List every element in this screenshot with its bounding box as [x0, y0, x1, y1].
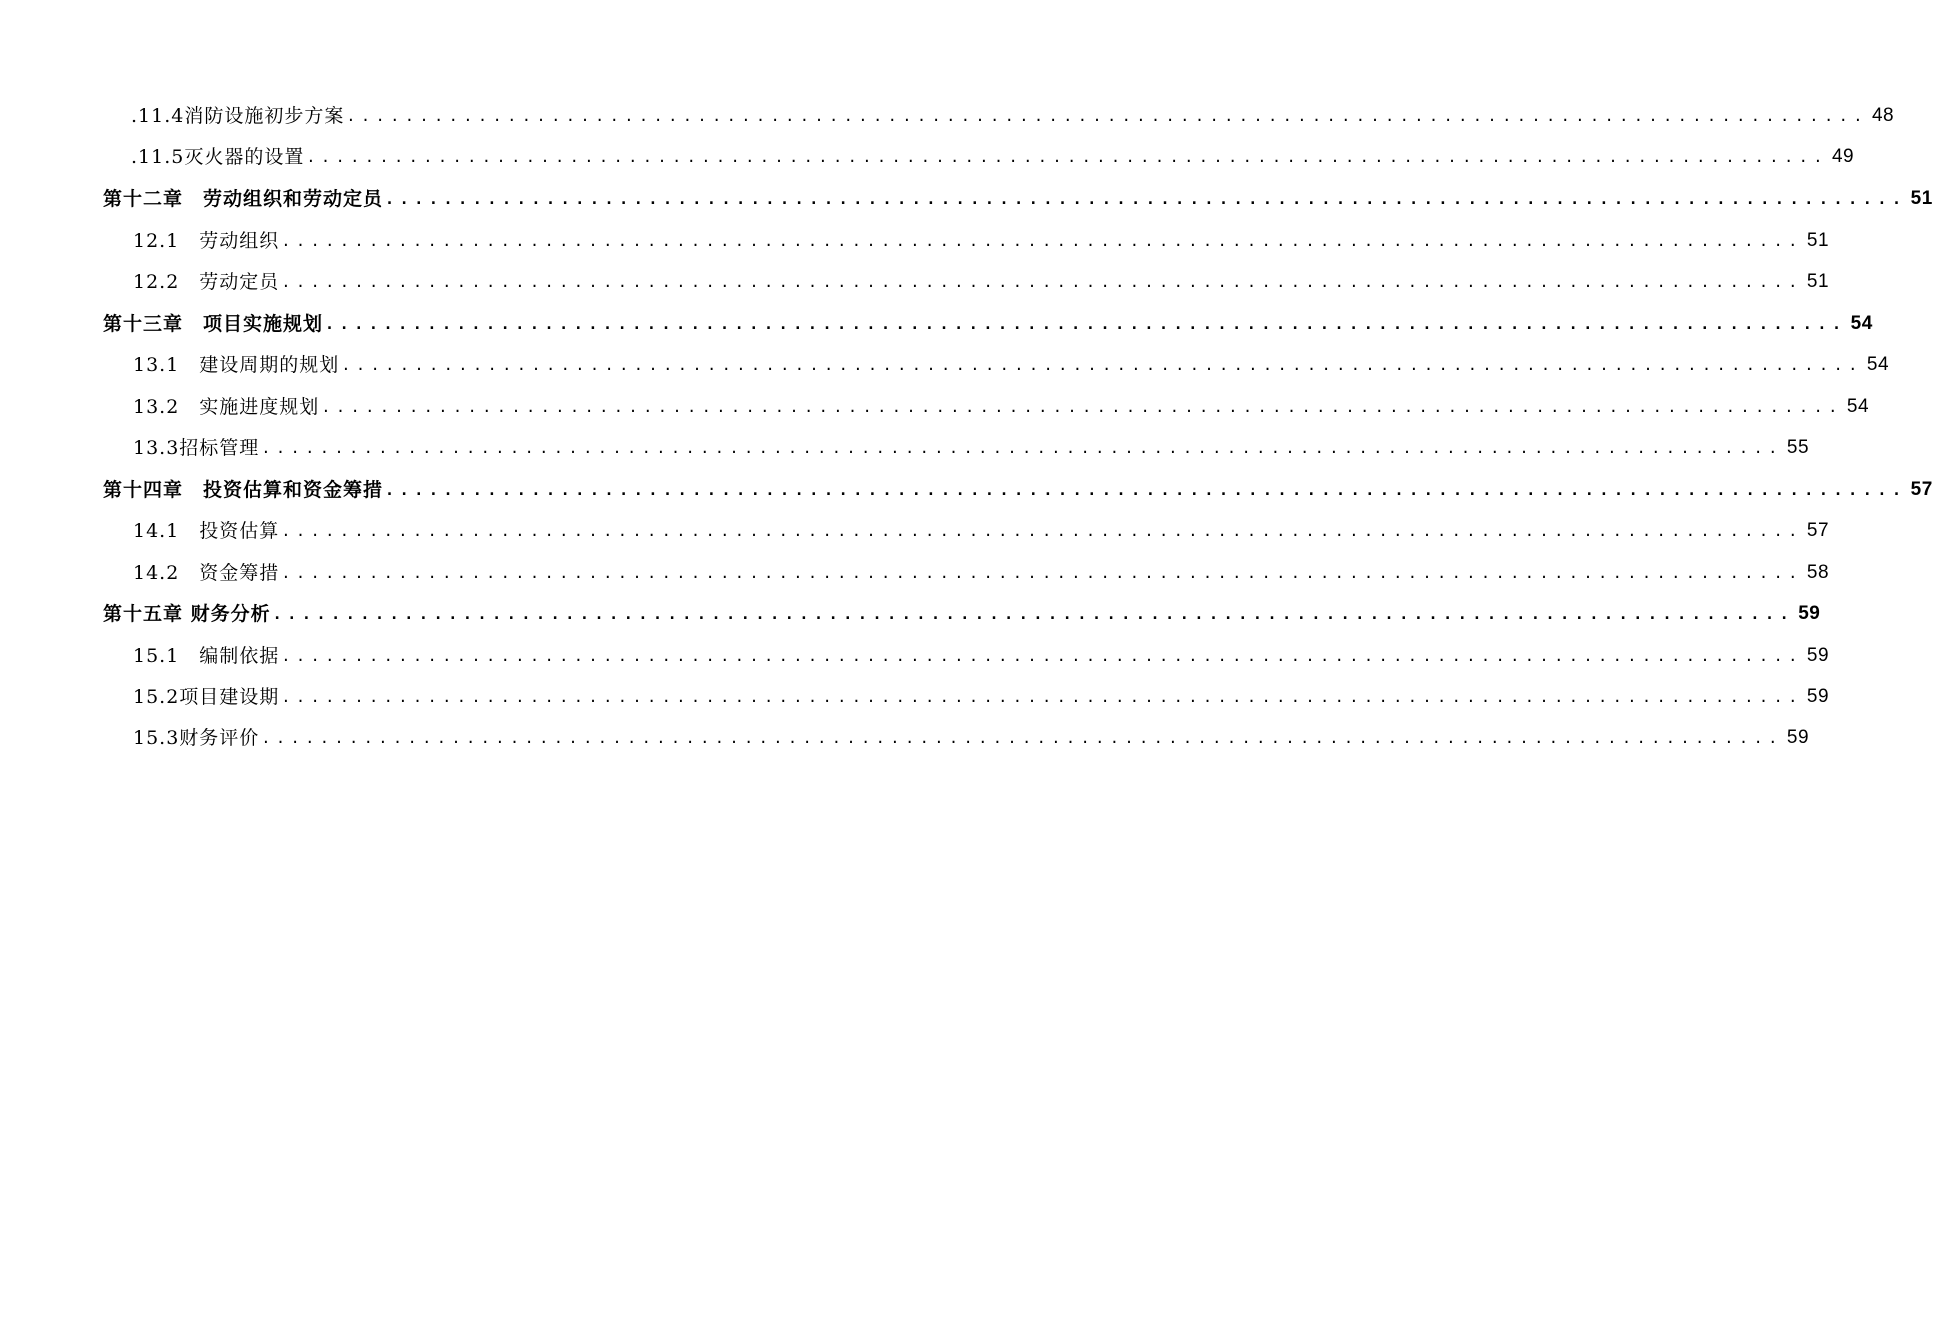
- toc-entry-page: 59: [1786, 727, 1810, 748]
- toc-entry-label: 第十五章 财务分析: [103, 603, 271, 625]
- toc-leader-dots: ........................................................................................................: [306, 148, 1828, 166]
- toc-entry-label: .11.4消防设施初步方案: [131, 105, 345, 127]
- toc-entry-page: 54: [1866, 354, 1890, 375]
- toc-entry-label: 15.1 编制依据: [133, 645, 280, 667]
- toc-entry[interactable]: [133, 516, 1830, 546]
- toc-entry-label: 13.2 实施进度规划: [133, 396, 320, 418]
- toc-entry-label: 15.2项目建设期: [133, 686, 280, 708]
- toc-entry-page: 57: [1806, 520, 1830, 541]
- toc-entry-label: 14.1 投资估算: [133, 520, 280, 542]
- toc-chapter-entry[interactable]: [103, 475, 1933, 505]
- toc-entry-page: 55: [1786, 437, 1810, 458]
- toc-entry-page: 54: [1850, 313, 1873, 334]
- toc-entry[interactable]: [133, 723, 1810, 753]
- toc-leader-dots: ........................................................................................................: [281, 522, 1803, 540]
- toc-leader-dots: ........................................................................................................: [272, 605, 1795, 623]
- toc-chapter-entry[interactable]: [103, 309, 1873, 339]
- toc-leader-dots: ........................................................................................................: [261, 729, 1783, 747]
- toc-entry-label: 12.1 劳动组织: [133, 230, 280, 252]
- toc-entry-page: 54: [1846, 396, 1870, 417]
- toc-entry[interactable]: [133, 226, 1830, 256]
- toc-leader-dots: ........................................................................................................: [385, 190, 1907, 208]
- toc-entry-page: 51: [1806, 271, 1830, 292]
- toc-entry-page: 57: [1910, 479, 1933, 500]
- toc-leader-dots: ........................................................................................................: [346, 107, 1868, 125]
- toc-entry-page: 51: [1910, 188, 1933, 209]
- toc-chapter-entry[interactable]: [103, 184, 1933, 214]
- toc-leader-dots: ........................................................................................................: [261, 439, 1783, 457]
- toc-entry-label: 第十四章 投资估算和资金筹措: [103, 479, 384, 501]
- toc-entry[interactable]: [133, 558, 1830, 588]
- toc-entry[interactable]: [131, 142, 1855, 172]
- toc-entry[interactable]: [133, 433, 1810, 463]
- toc-entry-page: 59: [1806, 645, 1830, 666]
- toc-leader-dots: ........................................................................................................: [325, 315, 1847, 333]
- toc-entry[interactable]: [133, 267, 1830, 297]
- toc-entry[interactable]: [133, 392, 1870, 422]
- toc-entry-label: .11.5灭火器的设置: [131, 146, 305, 168]
- toc-leader-dots: ........................................................................................................: [281, 688, 1803, 706]
- toc-entry[interactable]: [133, 350, 1890, 380]
- toc-entry[interactable]: [133, 682, 1830, 712]
- toc-entry-page: 49: [1831, 146, 1855, 167]
- toc-entry-label: 12.2 劳动定员: [133, 271, 280, 293]
- toc-leader-dots: ........................................................................................................: [321, 398, 1843, 416]
- toc-entry[interactable]: [133, 641, 1830, 671]
- toc-entry-label: 第十三章 项目实施规划: [103, 313, 324, 335]
- toc-entry-label: 15.3财务评价: [133, 727, 260, 749]
- toc-leader-dots: ........................................................................................................: [281, 273, 1803, 291]
- toc-entry-label: 14.2 资金筹措: [133, 562, 280, 584]
- toc-leader-dots: ........................................................................................................: [385, 481, 1907, 499]
- toc-entry-page: 59: [1806, 686, 1830, 707]
- toc-leader-dots: ........................................................................................................: [281, 564, 1803, 582]
- toc-leader-dots: ........................................................................................................: [341, 356, 1863, 374]
- toc-entry[interactable]: [131, 101, 1895, 131]
- toc-entry-label: 13.3招标管理: [133, 437, 260, 459]
- toc-entry-page: 48: [1871, 105, 1895, 126]
- toc-leader-dots: ........................................................................................................: [281, 232, 1803, 250]
- toc-entry-page: 58: [1806, 562, 1830, 583]
- toc-chapter-entry[interactable]: [103, 599, 1821, 629]
- toc-entry-label: 13.1 建设周期的规划: [133, 354, 340, 376]
- toc-entry-page: 59: [1798, 603, 1821, 624]
- toc-entry-label: 第十二章 劳动组织和劳动定员: [103, 188, 384, 210]
- toc-entry-page: 51: [1806, 230, 1830, 251]
- toc-leader-dots: ........................................................................................................: [281, 647, 1803, 665]
